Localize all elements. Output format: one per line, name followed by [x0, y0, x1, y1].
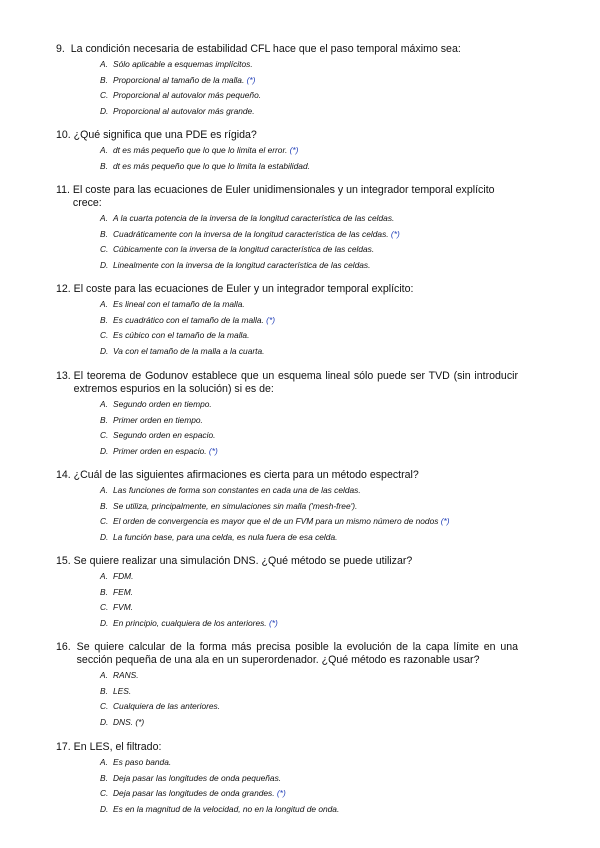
- option-a: [100, 297, 518, 313]
- option-letter: C.: [100, 430, 109, 440]
- option-letter: D.: [100, 105, 109, 116]
- option-letter: B.: [100, 772, 108, 783]
- option-letter: A.: [100, 670, 108, 680]
- question-number: 11.: [56, 184, 73, 196]
- option-letter: D.: [100, 345, 109, 356]
- option-letter: D.: [100, 445, 109, 456]
- question-12: [56, 283, 518, 359]
- question-number: 16.: [56, 641, 77, 653]
- option-a: [100, 755, 518, 771]
- question-17: [56, 741, 518, 817]
- option-text: Proporcional al tamaño de la malla. (*): [113, 74, 256, 85]
- option-text: Segundo orden en tiempo.: [113, 399, 212, 409]
- option-text: El orden de convergencia es mayor que el de un FVM para un mismo número de nodos (*): [113, 516, 450, 526]
- question-13: [56, 370, 518, 459]
- option-a: [100, 143, 518, 159]
- option-c: [100, 242, 518, 258]
- option-text: Las funciones de forma son constantes en cada una de las celdas.: [113, 485, 361, 495]
- correct-mark: (*): [266, 617, 278, 628]
- option-letter: B.: [100, 74, 108, 85]
- question-number: 14.: [56, 469, 74, 481]
- question-10: [56, 129, 518, 174]
- option-letter: A.: [100, 757, 108, 767]
- option-letter: C.: [100, 90, 109, 100]
- option-text: Es cúbico con el tamaño de la malla.: [113, 330, 250, 340]
- question-text: El teorema de Godunov establece que un esquema lineal sólo puede ser TVD (sin introducir extremos espurios en la solución) si es de:: [73, 370, 518, 395]
- correct-mark: (*): [244, 74, 256, 85]
- option-b: [100, 313, 518, 329]
- option-c: [100, 699, 518, 715]
- option-c: [100, 786, 518, 802]
- option-text: Cuadráticamente con la inversa de la longitud característica de las celdas. (*): [113, 228, 400, 239]
- option-text: Va con el tamaño de la malla a la cuarta.: [113, 345, 265, 356]
- option-letter: D.: [100, 259, 109, 270]
- option-a: [100, 483, 518, 499]
- option-letter: C.: [100, 602, 109, 612]
- correct-mark: (*): [274, 788, 286, 798]
- question-number: 10.: [56, 129, 74, 141]
- option-c: [100, 328, 518, 344]
- option-b: [100, 73, 518, 89]
- option-text: Proporcional al autovalor más grande.: [113, 105, 255, 116]
- option-b: [100, 684, 518, 700]
- question-text: El coste para las ecuaciones de Euler unidimensionales y un integrador temporal explícito crece:: [72, 184, 495, 209]
- option-letter: C.: [100, 701, 109, 711]
- option-c: [100, 428, 518, 444]
- option-text: La función base, para una celda, es nula fuera de esa celda.: [113, 531, 338, 542]
- option-text: LES.: [113, 685, 132, 696]
- option-letter: D.: [100, 716, 109, 727]
- option-c: [100, 600, 518, 616]
- question-16: [56, 641, 518, 730]
- option-text: Es cuadrático con el tamaño de la malla. (*): [113, 314, 276, 325]
- option-d: [100, 444, 518, 460]
- option-letter: B.: [100, 228, 108, 239]
- option-text: FVM.: [113, 602, 134, 612]
- option-text: Deja pasar las longitudes de onda grandes. (*): [113, 788, 286, 798]
- question-9: [56, 43, 518, 119]
- question-number: 15.: [56, 555, 74, 567]
- question-number: 9.: [56, 43, 71, 55]
- question-text: El coste para las ecuaciones de Euler y un integrador temporal explícito:: [73, 283, 414, 295]
- option-text: Deja pasar las longitudes de onda pequeñas.: [113, 772, 282, 783]
- option-letter: A.: [100, 299, 108, 309]
- option-letter: B.: [100, 500, 108, 511]
- option-letter: A.: [100, 213, 108, 223]
- question-number: 17.: [56, 741, 74, 753]
- option-b: [100, 159, 518, 175]
- option-letter: A.: [100, 59, 108, 69]
- option-d: [100, 344, 518, 360]
- option-text: Segundo orden en espacio.: [113, 430, 216, 440]
- option-text: Sólo aplicable a esquemas implícitos.: [113, 59, 253, 69]
- option-b: [100, 499, 518, 515]
- correct-mark: (*): [287, 145, 299, 155]
- option-text: Primer orden en tiempo.: [113, 414, 203, 425]
- option-letter: D.: [100, 531, 109, 542]
- option-text: FDM.: [113, 571, 134, 581]
- option-a: [100, 57, 518, 73]
- option-c: [100, 88, 518, 104]
- option-letter: D.: [100, 803, 109, 814]
- correct-mark: (*): [263, 314, 276, 325]
- option-text: Proporcional al autovalor más pequeño.: [113, 90, 262, 100]
- option-a: [100, 397, 518, 413]
- option-text: Es en la magnitud de la velocidad, no en la longitud de onda.: [113, 803, 340, 814]
- correct-mark: (*): [388, 228, 400, 239]
- option-d: [100, 616, 518, 632]
- correct-mark: (*): [206, 445, 218, 456]
- option-d: [100, 530, 518, 546]
- option-letter: A.: [100, 399, 108, 409]
- question-text: Se quiere calcular de la forma más precisa posible la evolución de la capa límite en una sección pequeña de una ala en un superordenador. ¿Qué método es razonable usar?: [76, 641, 518, 666]
- option-letter: A.: [100, 485, 108, 495]
- question-text: ¿Cuál de las siguientes afirmaciones es cierta para un método espectral?: [73, 469, 419, 481]
- option-d: [100, 258, 518, 274]
- option-letter: A.: [100, 571, 108, 581]
- option-b: [100, 227, 518, 243]
- option-d: [100, 104, 518, 120]
- option-text: Se utiliza, principalmente, en simulaciones sin malla ('mesh-free').: [113, 500, 358, 511]
- option-letter: C.: [100, 244, 109, 254]
- option-letter: C.: [100, 516, 109, 526]
- question-text: Se quiere realizar una simulación DNS. ¿Qué método se puede utilizar?: [73, 555, 413, 567]
- option-text: RANS.: [113, 670, 139, 680]
- question-11: [56, 184, 518, 273]
- correct-mark: (*): [438, 516, 450, 526]
- question-number: 13.: [56, 370, 74, 382]
- question-text: En LES, el filtrado:: [73, 741, 162, 753]
- option-text: dt es más pequeño que lo que lo limita la estabilidad.: [113, 160, 310, 171]
- option-text: dt es más pequeño que lo que lo limita el error. (*): [113, 145, 299, 155]
- option-text: Primer orden en espacio. (*): [113, 445, 218, 456]
- option-text: En principio, cualquiera de los anteriores. (*): [113, 617, 278, 628]
- option-d: [100, 715, 518, 731]
- option-text: DNS. (*): [113, 716, 145, 727]
- option-text: Es paso banda.: [113, 757, 172, 767]
- option-letter: B.: [100, 314, 108, 325]
- option-text: Cualquiera de las anteriores.: [113, 701, 221, 711]
- question-14: [56, 469, 518, 545]
- option-letter: C.: [100, 788, 109, 798]
- option-c: [100, 514, 518, 530]
- option-b: [100, 413, 518, 429]
- option-d: [100, 802, 518, 818]
- option-letter: B.: [100, 160, 108, 171]
- option-letter: B.: [100, 685, 108, 696]
- option-letter: A.: [100, 145, 108, 155]
- option-a: [100, 569, 518, 585]
- option-text: Linealmente con la inversa de la longitud característica de las celdas.: [113, 259, 371, 270]
- option-text: FEM.: [113, 586, 134, 597]
- question-15: [56, 555, 518, 631]
- option-letter: C.: [100, 330, 109, 340]
- option-letter: B.: [100, 586, 108, 597]
- option-b: [100, 585, 518, 601]
- option-text: Es lineal con el tamaño de la malla.: [113, 299, 245, 309]
- question-text: La condición necesaria de estabilidad CFL hace que el paso temporal máximo sea:: [70, 43, 461, 55]
- option-a: [100, 668, 518, 684]
- option-text: Cúbicamente con la inversa de la longitud característica de las celdas.: [113, 244, 375, 254]
- option-letter: B.: [100, 414, 108, 425]
- question-text: ¿Qué significa que una PDE es rígida?: [73, 129, 257, 141]
- option-text: A la cuarta potencia de la inversa de la longitud característica de las celdas.: [113, 213, 395, 223]
- option-a: [100, 211, 518, 227]
- option-letter: D.: [100, 617, 109, 628]
- option-b: [100, 771, 518, 787]
- question-number: 12.: [56, 283, 74, 295]
